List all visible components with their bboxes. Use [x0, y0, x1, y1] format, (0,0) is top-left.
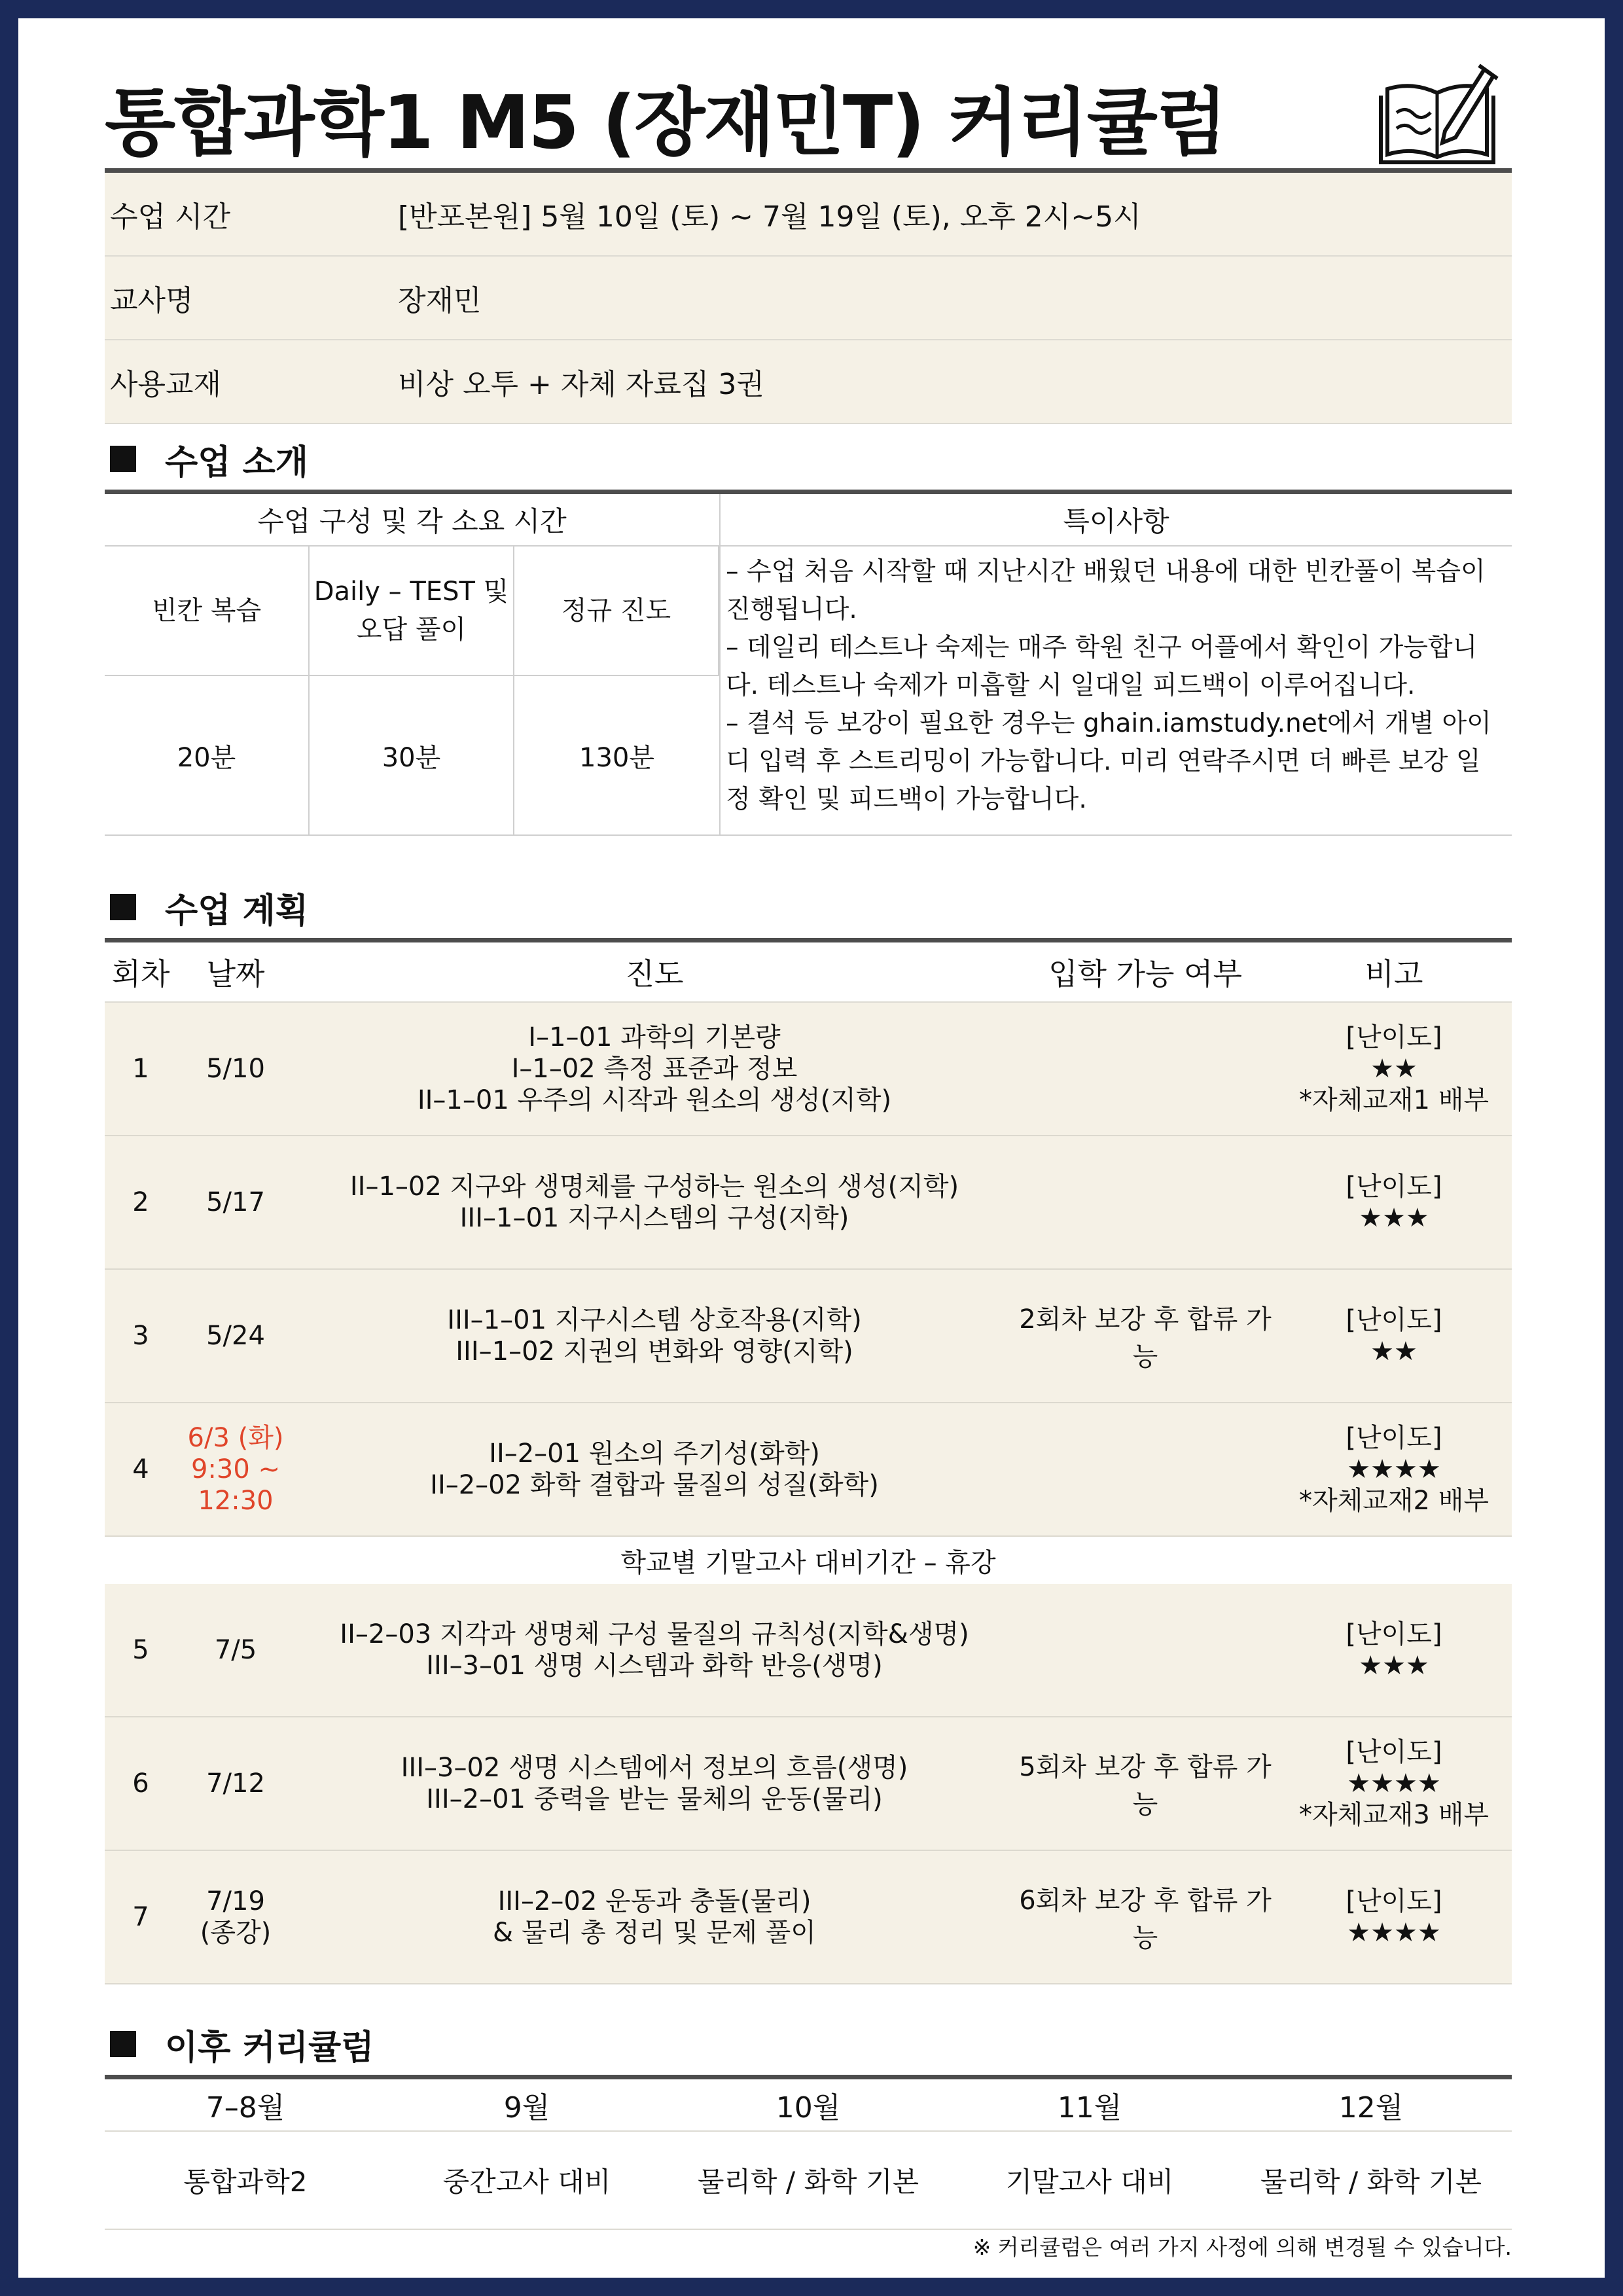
note-line: *자체교재3 배부 [1298, 1800, 1489, 1830]
component-label-text: 오답 풀이 [356, 615, 467, 645]
note-line: [난이도] [1346, 1305, 1442, 1335]
plan-row [105, 1717, 1512, 1851]
progress-cell [294, 1304, 1014, 1367]
month-label: 10월 [776, 2091, 841, 2125]
session-date [177, 1053, 294, 1085]
plan-header-row [105, 942, 1512, 1003]
component-label-text: 정규 진도 [561, 596, 671, 626]
session-date [177, 1634, 294, 1666]
session-number: 4 [132, 1454, 149, 1484]
note-line: *자체교재1 배부 [1298, 1085, 1489, 1115]
note-item: – 결석 등 보강이 필요한 경우는 ghain.iamstudy.net에서 개별 아이디 입력 후 스트리밍이 가능합니다. 미리 연락주시면 더 빠른 보강 일정 확인 및 피드백이 가능합니다. [726, 709, 1491, 814]
session-number: 3 [132, 1321, 149, 1351]
progress-cell [294, 1619, 1014, 1681]
intro-table [105, 490, 1512, 836]
date-line: 6/3 (화) [187, 1423, 284, 1453]
note-line: ★★★ [1359, 1651, 1429, 1681]
session-date [177, 1422, 294, 1516]
month-label: 11월 [1057, 2091, 1122, 2125]
book-pen-icon [1373, 50, 1504, 174]
progress-line: II–2–03 지각과 생명체 구성 물질의 규칙성(지학&생명) [340, 1619, 969, 1649]
note-line: [난이도] [1346, 1737, 1442, 1767]
admission-cell: 5회차 보강 후 합류 가능 [1019, 1752, 1272, 1820]
notes-body [719, 547, 1512, 834]
component-time: 130분 [579, 742, 654, 773]
progress-line: I–1–01 과학의 기본량 [528, 1022, 781, 1052]
session-number: 5 [132, 1635, 149, 1665]
progress-cell [294, 1886, 1014, 1948]
plan-row [105, 1584, 1512, 1717]
break-row: 학교별 기말고사 대비기간 – 휴강 [105, 1537, 1512, 1584]
progress-cell [294, 1022, 1014, 1116]
info-label: 사용교재 [110, 368, 222, 401]
plan-row [105, 1003, 1512, 1136]
notes-header: 특이사항 [719, 494, 1512, 547]
footnote: ※ 커리큘럼은 여러 가지 사정에 의해 변경될 수 있습니다. [972, 2234, 1512, 2260]
header-date: 날짜 [206, 956, 265, 992]
note-line: ★★ [1370, 1054, 1418, 1084]
header-admission: 입학 가능 여부 [1048, 956, 1242, 992]
section-title: 수업 소개 [165, 442, 309, 482]
component-label-text: Daily – TEST 및 [313, 577, 509, 607]
section-heading-intro [105, 436, 308, 482]
note-item: – 데일리 테스트나 숙제는 매주 학원 친구 어플에서 확인이 가능합니다. 테스트나 숙제가 미흡할 시 일대일 피드백이 이루어집니다. [726, 633, 1478, 700]
note-line: ★★★★ [1347, 1918, 1441, 1948]
date-line: 5/10 [206, 1054, 265, 1084]
divider [105, 490, 1512, 494]
progress-line: I–1–02 측정 표준과 정보 [511, 1054, 798, 1084]
topic-label: 물리학 / 화학 기본 [697, 2166, 919, 2198]
info-value: 장재민 [398, 284, 482, 317]
after-topics-row [105, 2132, 1512, 2230]
date-line: 9:30 ~ 12:30 [190, 1454, 281, 1516]
info-label: 교사명 [110, 284, 194, 317]
progress-line: III–2–02 운동과 충돌(물리) [497, 1886, 812, 1916]
note-cell [1276, 1422, 1512, 1516]
curriculum-page [18, 18, 1605, 2278]
topic-label: 통합과학2 [183, 2166, 308, 2198]
month-label: 9월 [503, 2091, 550, 2125]
section-heading-after [105, 2021, 374, 2067]
topic-label: 중간고사 대비 [442, 2166, 611, 2198]
section-title: 이후 커리큘럼 [165, 2028, 374, 2068]
admission-cell: 6회차 보강 후 합류 가능 [1019, 1886, 1272, 1953]
month-label: 12월 [1338, 2091, 1404, 2125]
square-bullet-icon [110, 2031, 136, 2057]
progress-line: II–1–02 지구와 생명체를 구성하는 원소의 생성(지학) [349, 1172, 959, 1202]
note-line: ★★★★ [1347, 1768, 1441, 1799]
month-label: 7–8월 [205, 2091, 285, 2125]
note-cell [1276, 1619, 1512, 1681]
date-line: 5/24 [206, 1321, 265, 1351]
note-cell [1276, 1304, 1512, 1367]
divider [105, 938, 1512, 942]
plan-row [105, 1136, 1512, 1270]
section-heading-plan [105, 884, 308, 930]
date-line: (종강) [200, 1918, 272, 1948]
session-date [177, 1187, 294, 1218]
date-line: 7/19 [206, 1886, 265, 1916]
progress-cell [294, 1752, 1014, 1815]
component-label [105, 547, 310, 676]
header-note: 비고 [1364, 956, 1423, 992]
note-line: [난이도] [1346, 1172, 1442, 1202]
progress-cell [294, 1438, 1014, 1501]
progress-cell [294, 1171, 1014, 1234]
divider [105, 168, 1512, 173]
note-line: *자체교재2 배부 [1298, 1486, 1489, 1516]
info-row [105, 340, 1512, 424]
session-date [177, 1320, 294, 1352]
header-no: 회차 [111, 956, 170, 992]
note-cell [1276, 1736, 1512, 1831]
admission-cell: 2회차 보강 후 합류 가능 [1019, 1304, 1272, 1372]
plan-row [105, 1270, 1512, 1403]
component-time: 20분 [105, 676, 310, 834]
header-progress: 진도 [625, 956, 684, 992]
page-title: 통합과학1 M5 (장재민T) 커리큘럼 [105, 81, 1226, 166]
progress-line: III–1–01 지구시스템의 구성(지학) [459, 1203, 849, 1233]
progress-line: II–2–01 원소의 주기성(화학) [489, 1439, 820, 1469]
info-row [105, 257, 1512, 340]
progress-line: III–3–02 생명 시스템에서 정보의 흐름(생명) [401, 1753, 908, 1783]
after-table [105, 2075, 1512, 2230]
component-label [310, 547, 514, 676]
progress-line: III–2–01 중력을 받는 물체의 운동(물리) [426, 1784, 883, 1814]
session-date [177, 1768, 294, 1799]
note-line: [난이도] [1346, 1022, 1442, 1052]
info-table [105, 168, 1512, 424]
note-cell [1276, 1022, 1512, 1116]
note-line: [난이도] [1346, 1619, 1442, 1649]
info-value: 비상 오투 + 자체 자료집 3권 [398, 368, 764, 401]
topic-label: 물리학 / 화학 기본 [1260, 2166, 1482, 2198]
info-row [105, 173, 1512, 257]
section-title: 수업 계획 [165, 891, 309, 931]
plan-row [105, 1851, 1512, 1984]
note-cell [1276, 1886, 1512, 1948]
plan-row [105, 1403, 1512, 1537]
topic-label: 기말고사 대비 [1005, 2166, 1174, 2198]
progress-line: II–1–01 우주의 시작과 원소의 생성(지학) [417, 1085, 892, 1115]
note-line: [난이도] [1346, 1423, 1442, 1453]
component-label [514, 547, 719, 676]
note-line: [난이도] [1346, 1886, 1442, 1916]
info-value: [반포본원] 5월 10일 (토) ~ 7월 19일 (토), 오후 2시~5시 [398, 200, 1141, 234]
note-line: ★★ [1370, 1336, 1418, 1367]
session-number: 7 [132, 1902, 149, 1932]
info-label: 수업 시간 [110, 200, 231, 234]
component-label-text: 빈칸 복습 [151, 596, 262, 626]
progress-line: III–1–01 지구시스템 상호작용(지학) [447, 1305, 862, 1335]
session-number: 2 [132, 1187, 149, 1217]
date-line: 7/12 [206, 1768, 265, 1799]
session-date [177, 1886, 294, 1948]
progress-line: II–2–02 화학 결합과 물질의 성질(화학) [430, 1470, 879, 1500]
note-item: – 수업 처음 시작할 때 지난시간 배웠던 내용에 대한 빈칸풀이 복습이 진행됩니다. [726, 557, 1486, 624]
square-bullet-icon [110, 894, 136, 920]
date-line: 7/5 [214, 1635, 257, 1665]
divider [105, 2075, 1512, 2079]
session-number: 1 [132, 1054, 149, 1084]
note-line: ★★★ [1359, 1203, 1429, 1233]
note-cell [1276, 1171, 1512, 1234]
progress-line: III–1–02 지권의 변화와 영향(지학) [455, 1336, 853, 1367]
composition-header: 수업 구성 및 각 소요 시간 [105, 494, 719, 547]
after-months-row [105, 2079, 1512, 2132]
progress-line: III–3–01 생명 시스템과 화학 반응(생명) [426, 1651, 883, 1681]
square-bullet-icon [110, 446, 136, 472]
note-line: ★★★★ [1347, 1454, 1441, 1484]
progress-line: & 물리 총 정리 및 문제 풀이 [493, 1918, 816, 1948]
component-time: 30분 [310, 676, 514, 834]
plan-table [105, 938, 1512, 1984]
session-number: 6 [132, 1768, 149, 1799]
date-line: 5/17 [206, 1187, 265, 1217]
